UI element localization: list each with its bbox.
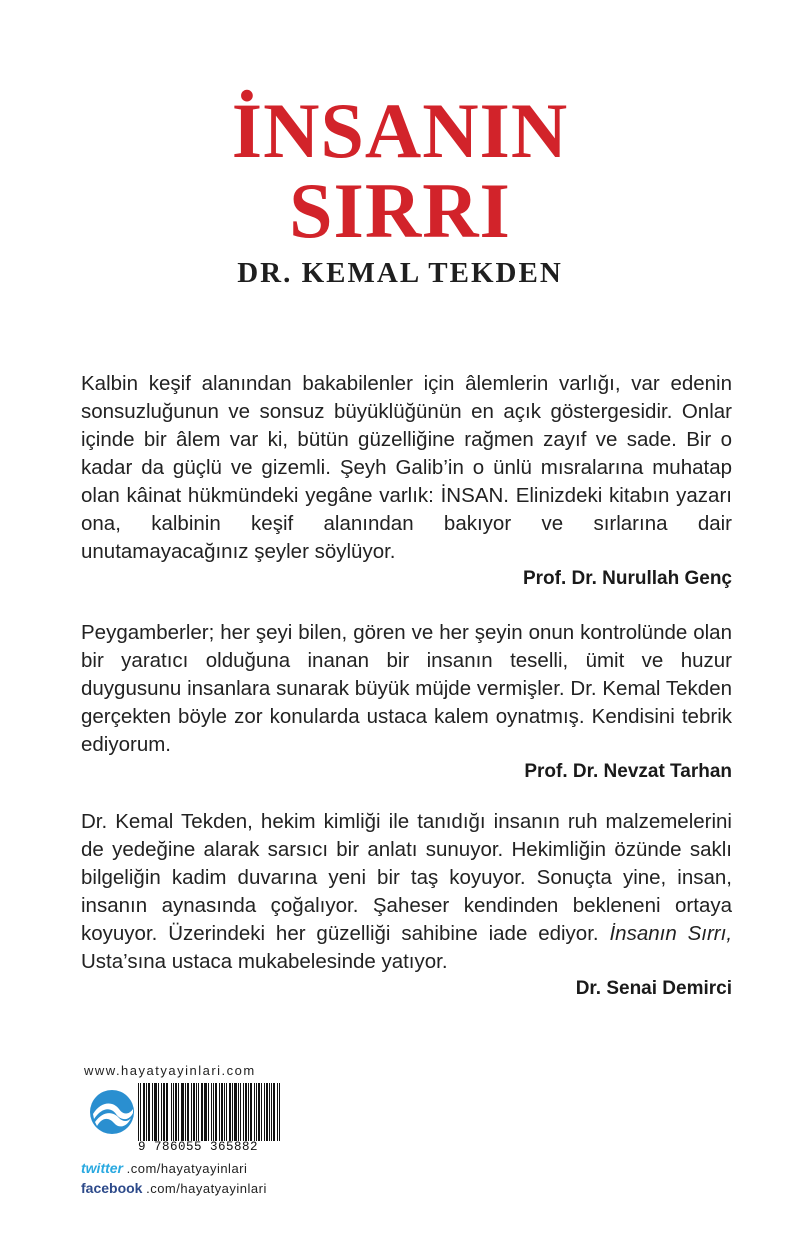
barcode-bar xyxy=(235,1083,236,1141)
title-line-1: İNSANIN xyxy=(231,87,569,174)
barcode-bar xyxy=(250,1083,251,1141)
barcode-bar xyxy=(152,1083,153,1141)
facebook-brand: facebook xyxy=(81,1180,143,1196)
barcode-bar xyxy=(163,1083,164,1141)
barcode-bar xyxy=(213,1083,214,1141)
twitter-link[interactable] xyxy=(81,1160,247,1176)
barcode-bar xyxy=(254,1083,255,1141)
barcode-bar xyxy=(219,1083,220,1141)
barcode-bar xyxy=(167,1083,168,1141)
barcode-bar xyxy=(248,1083,249,1141)
facebook-link[interactable] xyxy=(81,1180,267,1196)
barcode-bar xyxy=(202,1083,203,1141)
barcode-bar xyxy=(264,1083,265,1141)
publisher-wave-logo-icon xyxy=(89,1089,135,1135)
barcode-bar xyxy=(206,1083,207,1141)
barcode-bar xyxy=(194,1083,195,1141)
barcode-bars xyxy=(138,1083,280,1141)
barcode-bar xyxy=(164,1083,165,1141)
publisher-website: www.hayatyayinlari.com xyxy=(84,1063,256,1078)
barcode-bar xyxy=(256,1083,257,1141)
twitter-brand: twitter xyxy=(81,1160,123,1176)
barcode-bar xyxy=(251,1083,252,1141)
barcode-bar xyxy=(149,1083,150,1141)
barcode-bar xyxy=(148,1083,149,1141)
barcode-bar xyxy=(176,1083,177,1141)
endorsement-text-after: Usta’sına ustaca mukabelesinde yatıyor. xyxy=(81,950,448,973)
barcode-bar xyxy=(259,1083,260,1141)
barcode-bar xyxy=(221,1083,222,1141)
endorsement-author: Dr. Senai Demirci xyxy=(575,978,732,999)
isbn-barcode xyxy=(138,1083,280,1155)
barcode-bar xyxy=(171,1083,172,1141)
isbn-number: 9 786055 365882 xyxy=(138,1140,259,1154)
barcode-bar xyxy=(246,1083,247,1141)
barcode-bar xyxy=(222,1083,223,1141)
endorsement-text: Kalbin keşif alanından bakabilenler için âlemlerin varlığı, var edenin sonsuzluğunun ve sonsuz büyüklüğünün en açık göstergesidir. Onlar içinde bir âlem var ki, bütün güzelliğine rağmen zayıf ve sade. Bir o kadar da güçlü ve gizemli. Şeyh Galib’in o ünlü mısralarına muhatap olan kâinat hükmündeki yegâne varlık: İNSAN. Elinizdeki kitabın yazarı ona, kalbinin keşif alanından bakıyor ve sırlarına dair unutamayacağınız şeyler söylüyor. xyxy=(81,372,732,563)
barcode-bar xyxy=(267,1083,268,1141)
barcode-bar xyxy=(229,1083,230,1141)
endorsement-text-before: Dr. Kemal Tekden, hekim kimliği ile tanıdığı insanın ruh malzemelerini de yedeğine alarak sarsıcı bir anlatı sunuyor. Hekimliğin özünde saklı bilgeliğin kadim duvarına yeni bir taş koyuyor. Sonuçta yine, insan, insanın aynasında çoğalıyor. Şaheser kendinden bekleneni ortaya koyuyor. Üzerindeki her güzelliği sahibine iade ediyor. xyxy=(81,810,732,945)
barcode-bar xyxy=(279,1083,280,1141)
barcode-bar xyxy=(175,1083,176,1141)
barcode-bar xyxy=(156,1083,157,1141)
barcode-bar xyxy=(154,1083,155,1141)
barcode-bar xyxy=(204,1083,205,1141)
barcode-bar xyxy=(211,1083,212,1141)
barcode-bar xyxy=(144,1083,145,1141)
barcode-bar xyxy=(245,1083,246,1141)
barcode-bar xyxy=(234,1083,235,1141)
barcode-bar xyxy=(187,1083,188,1141)
barcode-bar xyxy=(185,1083,186,1141)
barcode-bar xyxy=(158,1083,159,1141)
barcode-bar xyxy=(198,1083,199,1141)
barcode-bar xyxy=(161,1083,162,1141)
barcode-bar xyxy=(274,1083,275,1141)
barcode-bar xyxy=(155,1083,156,1141)
barcode-bar xyxy=(215,1083,216,1141)
barcode-bar xyxy=(173,1083,174,1141)
barcode-bar xyxy=(196,1083,197,1141)
barcode-bar xyxy=(183,1083,184,1141)
barcode-bar xyxy=(188,1083,189,1141)
book-author: DR. KEMAL TEKDEN xyxy=(237,257,563,289)
barcode-bar xyxy=(236,1083,237,1141)
barcode-bar xyxy=(140,1083,141,1141)
barcode-bar xyxy=(193,1083,194,1141)
barcode-bar xyxy=(230,1083,231,1141)
barcode-bar xyxy=(208,1083,209,1141)
barcode-bar xyxy=(201,1083,202,1141)
barcode-bar xyxy=(178,1083,179,1141)
barcode-bar xyxy=(146,1083,147,1141)
barcode-bar xyxy=(261,1083,262,1141)
barcode-bar xyxy=(138,1083,139,1141)
barcode-bar xyxy=(166,1083,167,1141)
barcode-bar xyxy=(273,1083,274,1141)
title-line-2: SIRRI xyxy=(289,167,511,254)
barcode-bar xyxy=(243,1083,244,1141)
barcode-bar xyxy=(240,1083,241,1141)
barcode-bar xyxy=(182,1083,183,1141)
barcode-bar xyxy=(258,1083,259,1141)
barcode-bar xyxy=(277,1083,278,1141)
endorsement-2 xyxy=(81,619,732,783)
facebook-handle: .com/hayatyayinlari xyxy=(146,1181,267,1196)
endorsement-text xyxy=(81,808,732,976)
endorsement-text: Peygamberler; her şeyi bilen, gören ve her şeyin onun kontrolünde olan bir yaratıcı olduğuna inanan bir insanın teselli, ümit ve huzur duygusunu insanlara sunarak büyük müjde vermişler. Dr. Kemal Tekden gerçekten böyle zor konularda ustaca kalem oynatmış. Kendisini tebrik ediyorum. xyxy=(81,621,732,756)
barcode-bar xyxy=(232,1083,233,1141)
barcode-bar xyxy=(269,1083,270,1141)
book-title-italic: İnsanın Sırrı, xyxy=(609,922,733,945)
twitter-handle: .com/hayatyayinlari xyxy=(126,1161,248,1176)
barcode-bar xyxy=(271,1083,272,1141)
barcode-bar xyxy=(224,1083,225,1141)
barcode-bar xyxy=(181,1083,182,1141)
barcode-bar xyxy=(143,1083,144,1141)
barcode-bar xyxy=(238,1083,239,1141)
barcode-bar xyxy=(191,1083,192,1141)
endorsement-author: Prof. Dr. Nevzat Tarhan xyxy=(524,761,732,782)
barcode-bar xyxy=(226,1083,227,1141)
endorsement-3 xyxy=(81,808,732,1000)
endorsement-author: Prof. Dr. Nurullah Genç xyxy=(522,568,732,589)
barcode-bar xyxy=(205,1083,206,1141)
endorsement-1 xyxy=(81,370,732,590)
barcode-bar xyxy=(216,1083,217,1141)
barcode-bar xyxy=(266,1083,267,1141)
